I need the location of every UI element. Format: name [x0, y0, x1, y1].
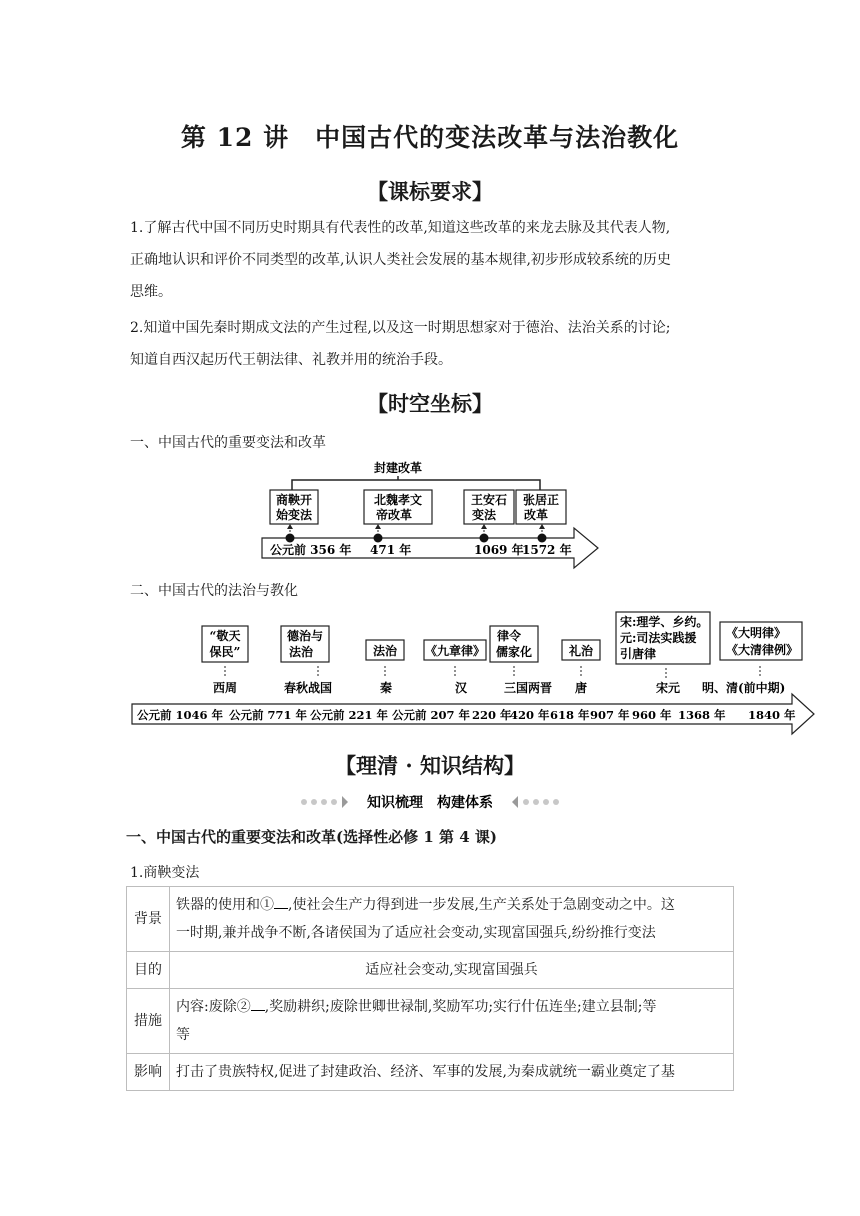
period-label: 三国两晋	[503, 681, 553, 695]
law-box-han	[424, 640, 486, 660]
reform-box-shang	[270, 490, 318, 524]
period-label: 明、清(前中期)	[702, 681, 786, 695]
period-label: 秦	[379, 681, 393, 695]
blank-2[interactable]	[251, 996, 265, 1011]
svg-text:保民”: 保民”	[209, 645, 241, 659]
section-heading-timeline: 【时空坐标】	[367, 391, 493, 416]
banner-dots-right	[523, 799, 559, 805]
requirement-1	[130, 212, 730, 308]
bracket-label: 封建改革	[373, 461, 423, 475]
date-label: 公元前 771 年	[229, 708, 308, 722]
date-label: 471 年	[370, 543, 412, 557]
svg-text:帝改革: 帝改革	[375, 508, 413, 522]
requirement-2	[130, 312, 730, 376]
svg-text:改革: 改革	[523, 508, 549, 522]
svg-text:法治: 法治	[288, 645, 314, 659]
row-content-impact: 打击了贵族特权,促进了封建政治、经济、军事的发展,为秦成就统一霸业奠定了基	[170, 1054, 734, 1091]
row-head-purpose: 目的	[127, 952, 170, 989]
row-head-measures: 措施	[127, 989, 170, 1054]
section-heading-requirements: 【课标要求】	[367, 179, 493, 204]
date-label: 220 年	[472, 708, 512, 722]
period-label: 春秋战国	[283, 681, 333, 695]
shang-yang-table	[126, 886, 734, 1091]
heading-reforms: 一、中国古代的重要变法和改革(选择性必修 1 第 4 课)	[126, 828, 497, 846]
reform-timeline	[0, 450, 860, 580]
svg-text:德治与: 德治与	[286, 629, 324, 643]
svg-text:“敬天: “敬天	[209, 629, 241, 643]
banner-text: 知识梳理 构建体系	[367, 795, 493, 811]
svg-text:《九章律》: 《九章律》	[424, 644, 486, 658]
period-label: 唐	[574, 681, 588, 695]
svg-text:元:司法实践援: 元:司法实践援	[620, 631, 697, 645]
period-label: 宋元	[655, 681, 681, 695]
row-head-background: 背景	[127, 887, 170, 952]
law-box-xizhou	[202, 626, 248, 662]
svg-text:宋:理学、乡约。: 宋:理学、乡约。	[620, 615, 709, 629]
period-label: 汉	[454, 681, 468, 695]
law-box-qin	[366, 640, 404, 660]
reform-box-xiaowen	[364, 490, 432, 524]
svg-text:律令: 律令	[496, 629, 522, 643]
date-label: 907 年	[590, 708, 630, 722]
req1-line1: 1.了解古代中国不同历史时期具有代表性的改革,知道这些改革的来龙去脉及其代表人物,	[130, 220, 671, 236]
reform-box-wanganshi	[464, 490, 514, 524]
banner-arrow-right	[512, 796, 518, 808]
row-content-purpose: 适应社会变动,实现富国强兵	[170, 952, 734, 989]
banner-arrow-left	[342, 796, 348, 808]
svg-text:王安石: 王安石	[470, 493, 508, 507]
date-label: 960 年	[632, 708, 672, 722]
date-label: 1069 年	[474, 543, 524, 557]
svg-text:《大明律》: 《大明律》	[726, 626, 787, 640]
svg-text:北魏孝文: 北魏孝文	[373, 493, 423, 507]
svg-text:法治: 法治	[372, 644, 398, 658]
svg-text:儒家化: 儒家化	[495, 645, 533, 659]
date-label: 公元前 356 年	[270, 543, 352, 557]
item-shang-yang: 1.商鞅变法	[130, 865, 200, 881]
period-label: 西周	[212, 681, 238, 695]
law-connectors	[225, 666, 760, 678]
row-content-measures: 内容:废除② ,奖励耕织;废除世卿世禄制,奖励军功;实行什伍连坐;建立县制;等 等	[170, 989, 734, 1054]
table-row	[127, 1054, 734, 1091]
date-label: 1572 年	[522, 543, 572, 557]
section-banner	[290, 790, 570, 814]
blank-1[interactable]	[274, 894, 288, 909]
law-timeline	[0, 610, 860, 740]
connector-arrows	[287, 524, 545, 529]
date-label: 公元前 207 年	[392, 708, 471, 722]
req2-line2: 知道自西汉起历代王朝法律、礼教并用的统治手段。	[130, 352, 452, 368]
svg-text:商鞅开: 商鞅开	[275, 493, 313, 507]
svg-text:《大清律例》: 《大清律例》	[726, 643, 799, 657]
svg-text:变法: 变法	[471, 508, 497, 522]
law-box-songyuan	[616, 612, 710, 664]
svg-text:张居正: 张居正	[522, 493, 560, 507]
date-label: 1840 年	[748, 708, 796, 722]
req2-line1: 2.知道中国先秦时期成文法的产生过程,以及这一时期思想家对于德治、法治关系的讨论;	[130, 320, 671, 336]
connector-lines	[290, 526, 542, 536]
section-heading-structure: 【理清 · 知识结构】	[335, 753, 525, 778]
page-title: 第 12 讲 中国古代的变法改革与法治教化	[180, 123, 680, 152]
date-label: 公元前 1046 年	[137, 708, 224, 722]
svg-text:始变法: 始变法	[275, 508, 313, 522]
table-row	[127, 952, 734, 989]
law-box-sanguo	[490, 626, 538, 662]
law-box-chunqiu	[281, 626, 329, 662]
date-label: 1368 年	[678, 708, 726, 722]
date-label: 618 年	[550, 708, 590, 722]
row-content-background: 铁器的使用和① ,使社会生产力得到进一步发展,生产关系处于急剧变动之中。这 一时期,兼并战争不断,各诸侯国为了适应社会变动,实现富国强兵,纷纷推行变法	[170, 887, 734, 952]
subheading-reforms: 一、中国古代的重要变法和改革	[130, 435, 326, 451]
date-label: 公元前 221 年	[310, 708, 389, 722]
reform-box-zhangjuzheng	[516, 490, 566, 524]
table-row	[127, 887, 734, 952]
date-label: 420 年	[510, 708, 550, 722]
req1-line2: 正确地认识和评价不同类型的改革,认识人类社会发展的基本规律,初步形成较系统的历史	[130, 252, 671, 268]
req1-line3: 思维。	[130, 284, 172, 300]
table-row	[127, 989, 734, 1054]
law-box-tang	[562, 640, 600, 660]
row-head-impact: 影响	[127, 1054, 170, 1091]
banner-dots-left	[301, 799, 337, 805]
svg-text:礼治: 礼治	[568, 644, 594, 658]
subheading-law-education: 二、中国古代的法治与教化	[130, 583, 298, 599]
law-box-mingqing	[720, 622, 802, 660]
svg-text:引唐律: 引唐律	[620, 647, 657, 661]
